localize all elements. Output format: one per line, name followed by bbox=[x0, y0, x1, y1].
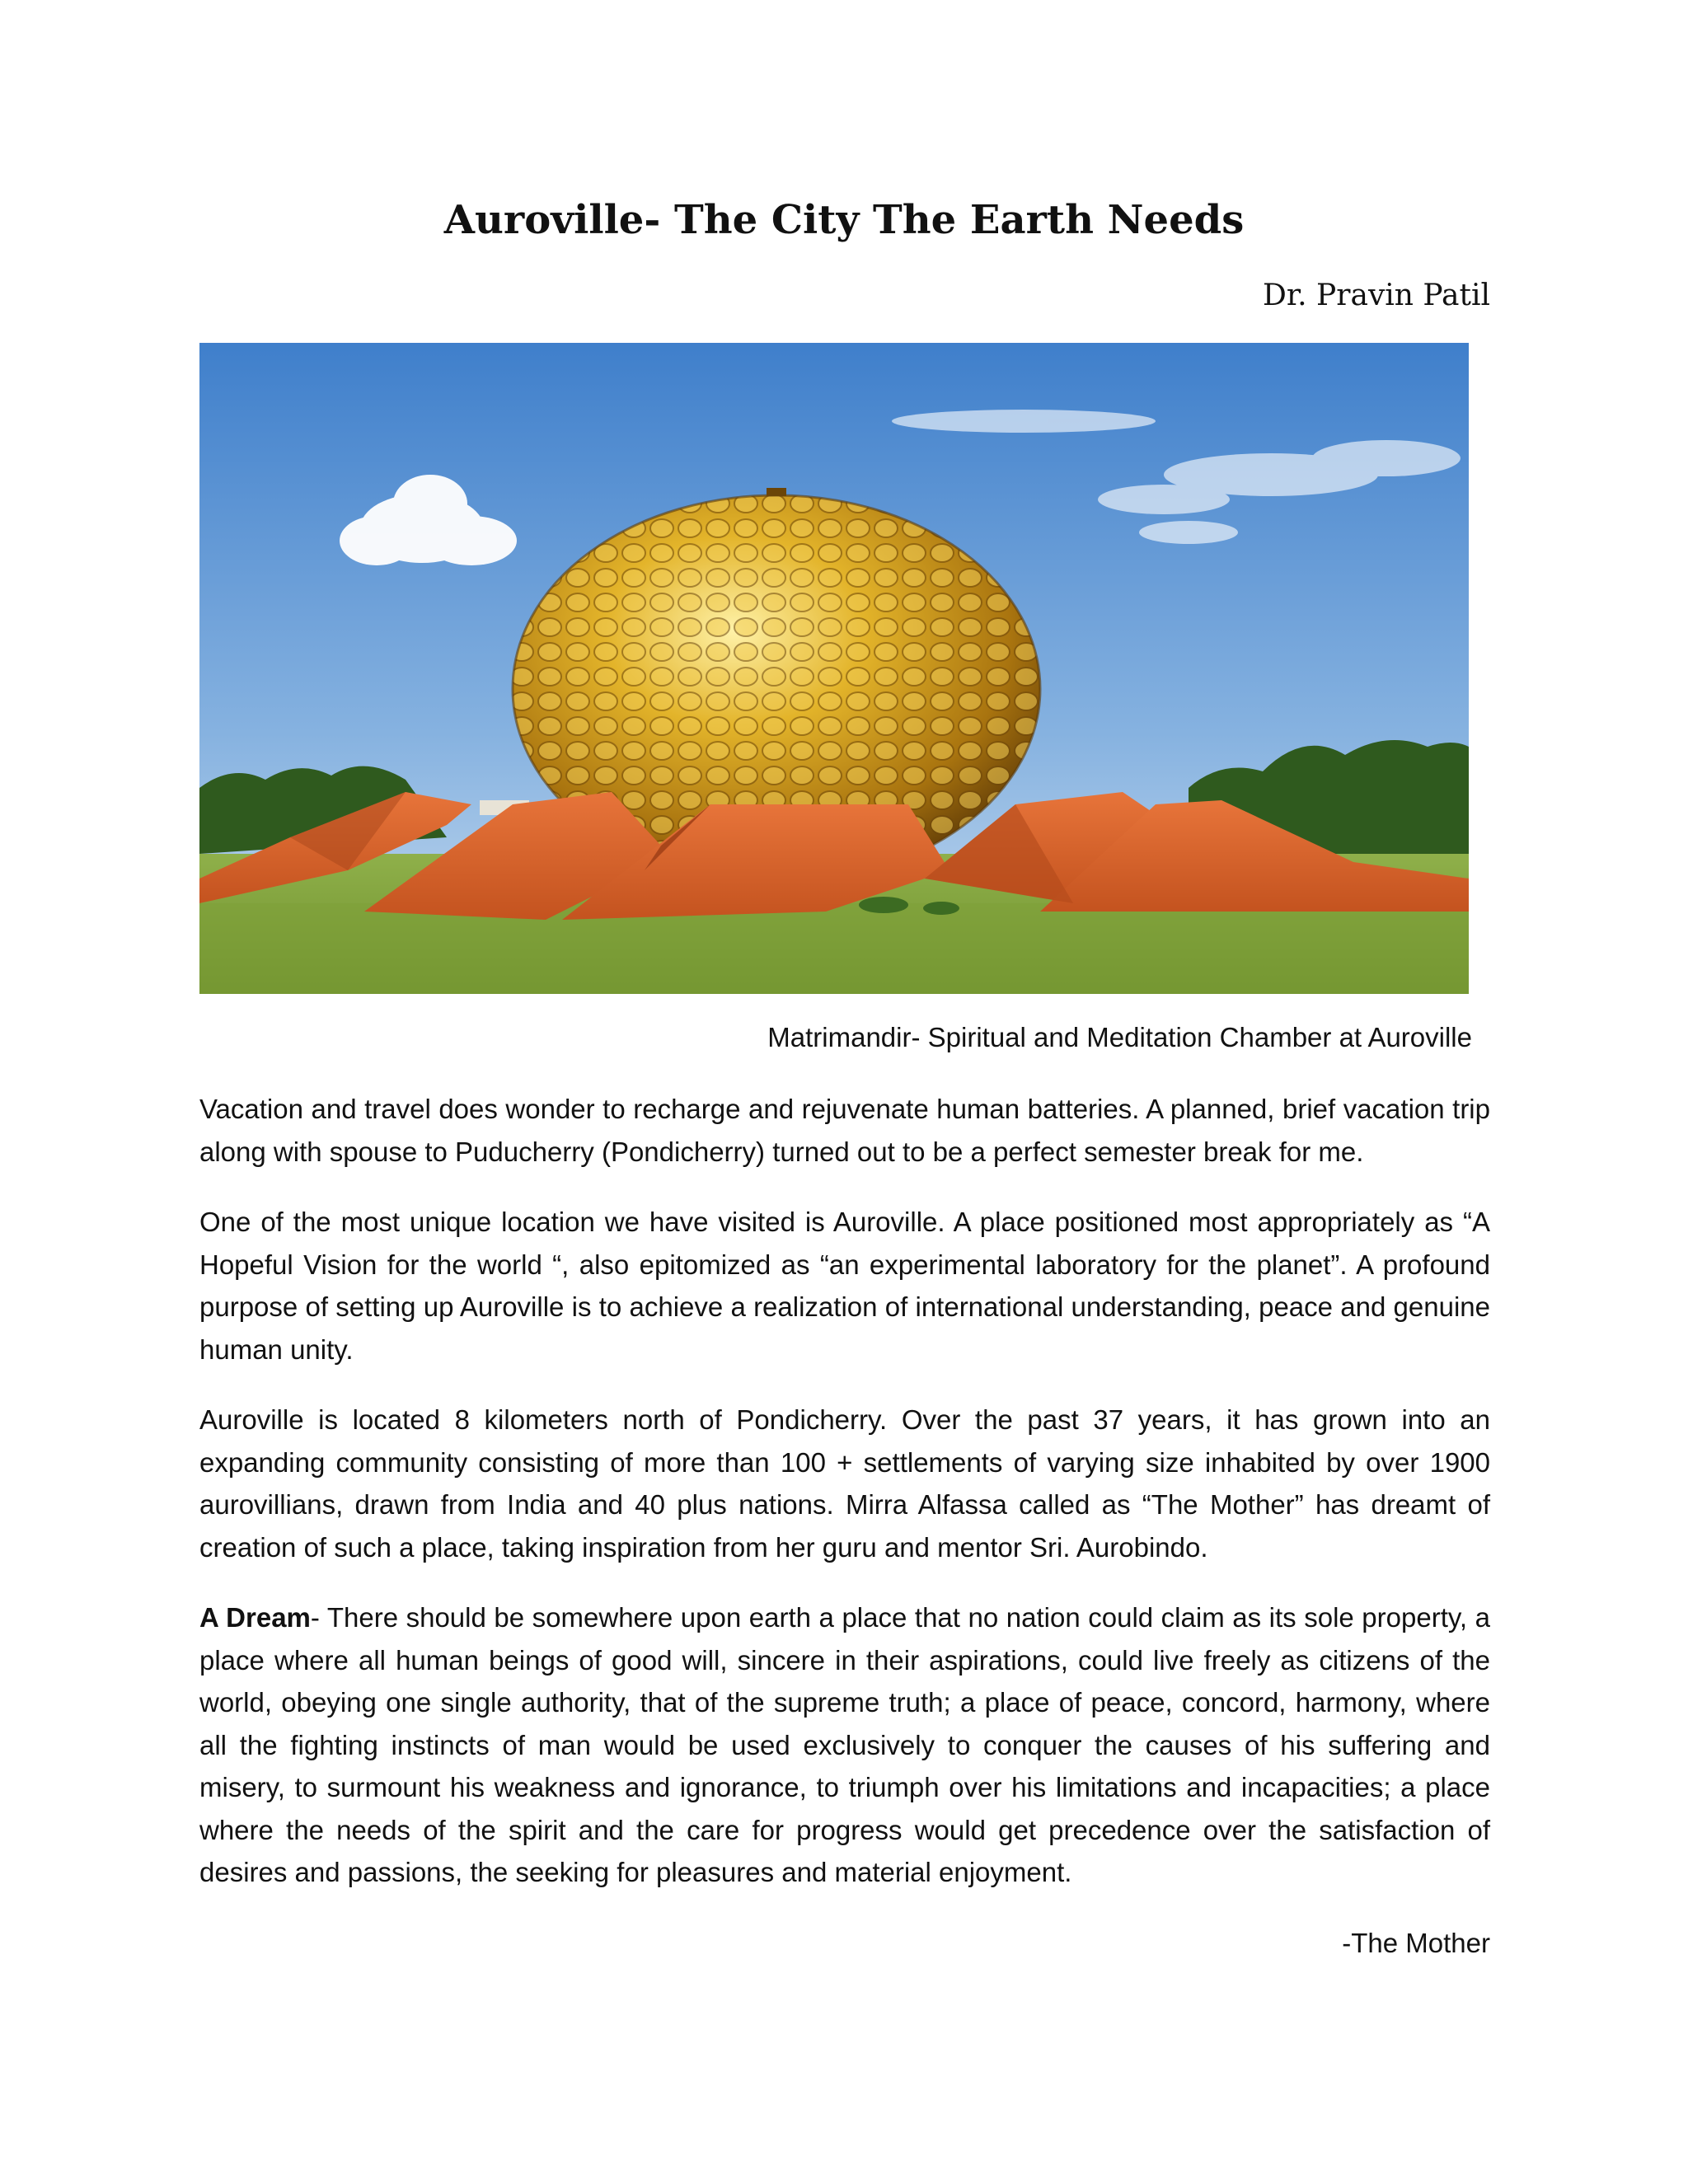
article-body bbox=[199, 1088, 1490, 1964]
quote-paragraph bbox=[199, 1596, 1490, 1894]
quote-text: - There should be somewhere upon earth a place that no nation could claim as its sole property, a place where all human beings of good will, sincere in their aspirations, could live freely as citizens of the world, obeying one single authority, that of the supreme truth; a place of peace, concord, harmony, where all the fighting instincts of man would be used exclusively to conquer the causes of his suffering and misery, to surmount his weakness and ignorance, to triumph over his limitations and incapacities; a place where the needs of the spirit and the care for progress would get precedence over the satisfaction of desires and passions, the seeking for pleasures and material enjoyment. bbox=[199, 1602, 1491, 1887]
document-title: Auroville- The City The Earth Needs bbox=[443, 197, 1245, 243]
paragraph-auroville-vision: One of the most unique location we have visited is Auroville. A place positioned most appropriately as “A Hopeful Vision for the world “, also epitomized as “an experimental laboratory for the planet”. A profound purpose of setting up Auroville is to achieve a realization of international understanding, peace and genuine human unity. bbox=[199, 1207, 1490, 1365]
image-caption: Matrimandir- Spiritual and Meditation Chamber at Auroville bbox=[767, 1022, 1472, 1052]
quote-attribution: -The Mother bbox=[1342, 1927, 1490, 1958]
matrimandir-photo bbox=[199, 343, 1469, 994]
author-name: Dr. Pravin Patil bbox=[1263, 279, 1490, 312]
quote-lead: A Dream bbox=[199, 1602, 311, 1633]
paragraph-vacation: Vacation and travel does wonder to recharge and rejuvenate human batteries. A planned, brief vacation trip along with spouse to Puducherry (Pondicherry) turned out to be a perfect semester break for me. bbox=[199, 1094, 1490, 1167]
paragraph-auroville-location: Auroville is located 8 kilometers north of Pondicherry. Over the past 37 years, it has grown into an expanding community consisting of more than 100 + settlements of varying size inhabited by over 1900 aurovillians, drawn from India and 40 plus nations. Mirra Alfassa called as “The Mother” has dreamt of creation of such a place, taking inspiration from her guru and mentor Sri. Aurobindo. bbox=[199, 1404, 1490, 1563]
